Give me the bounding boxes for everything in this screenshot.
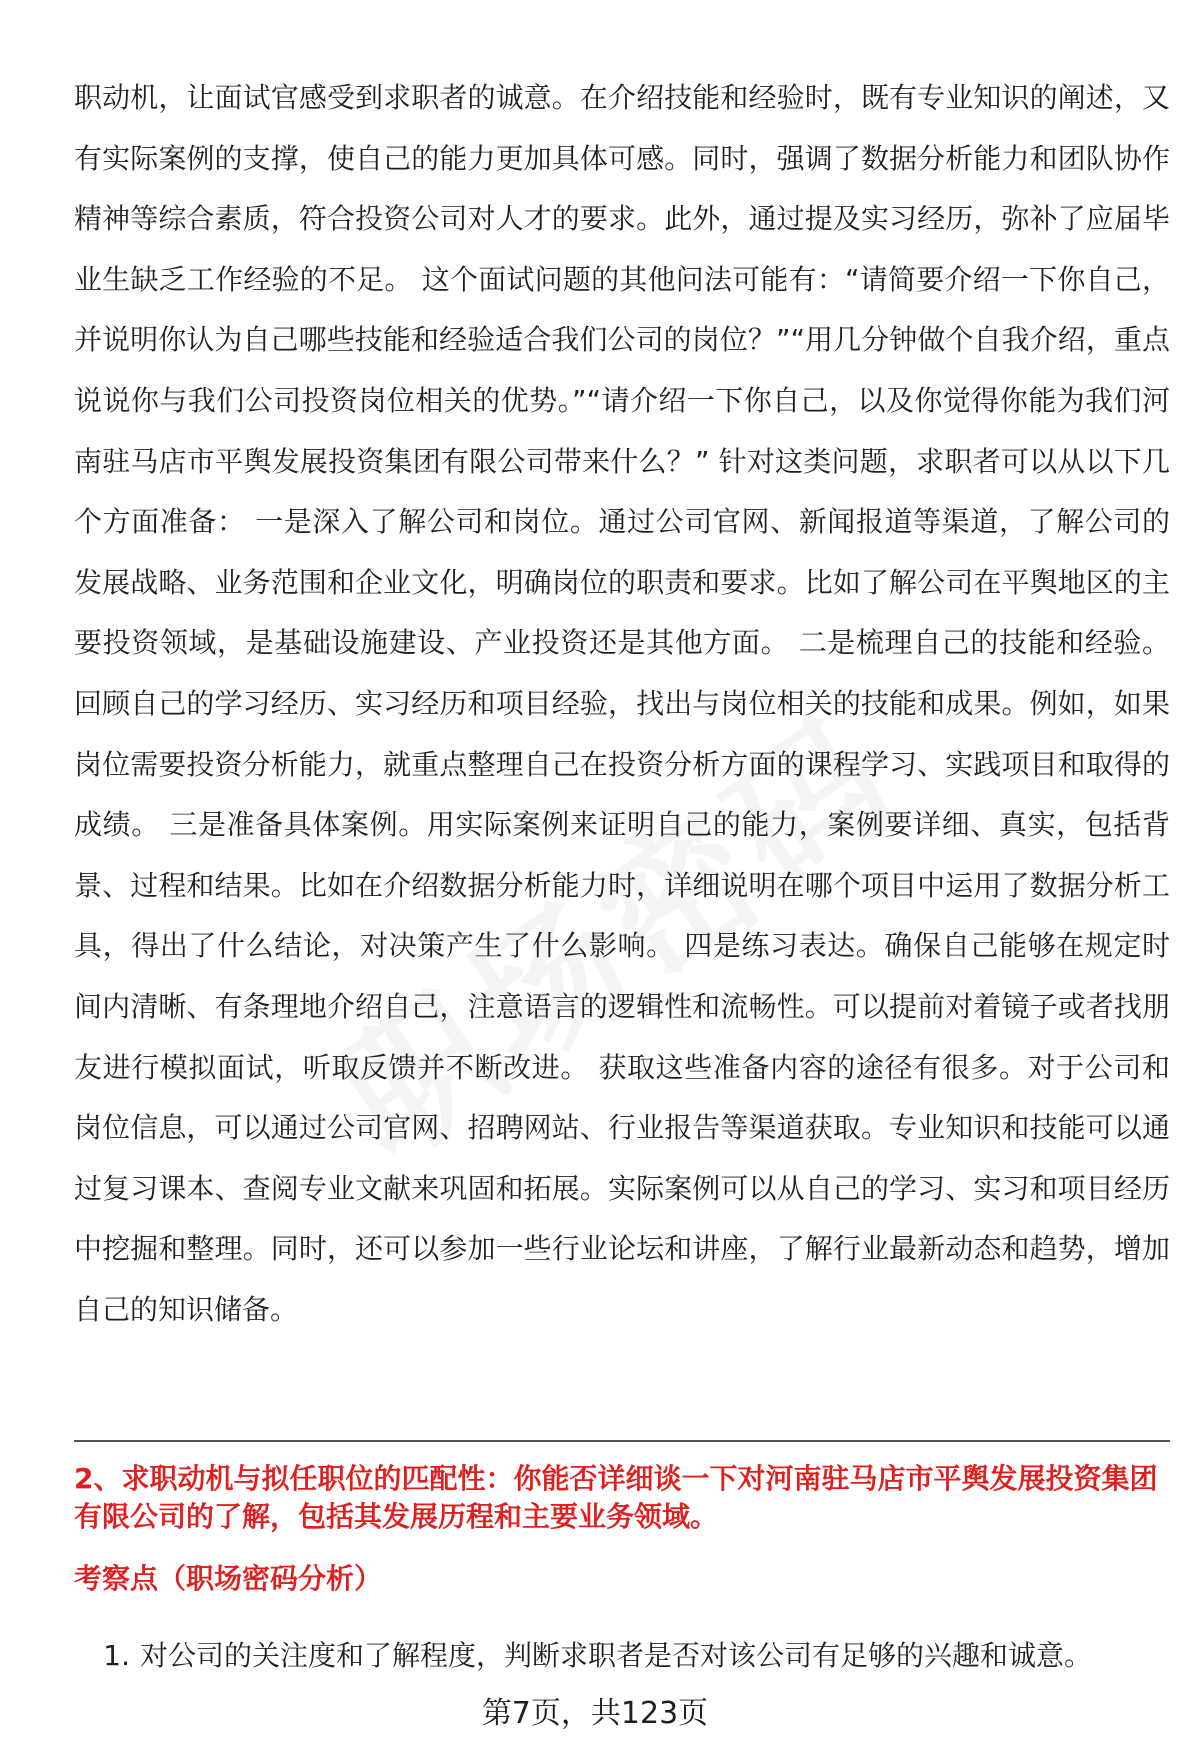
page-number: 第7页，共123页 [481,1696,709,1731]
body-paragraph: 职动机，让面试官感受到求职者的诚意。在介绍技能和经验时，既有专业知识的阐述，又有实际案例的支撑，使自己的能力更加具体可感。同时，强调了数据分析能力和团队协作精神等综合素质，符合投资公司对人才的要求。此外，通过提及实习经历，弥补了应届毕业生缺乏工作经验的不足。 这个面试问题的其他问法可能有：“请简要介绍一下你自己，并说明你认为自己哪些技能和经验适合我们公司的岗位？”“用几分钟做个自我介绍，重点说说你与我们公司投资岗位相关的优势。”“请介绍一下你自己，以及你觉得你能为我们河南驻马店市平舆发展投资集团有限公司带来什么？” 针对这类问题，求职者可以从以下几个方面准备： 一是深入了解公司和岗位。通过公司官网、新闻报道等渠道，了解公司的发展战略、业务范围和企业文化，明确岗位的职责和要求。比如了解公司在平舆地区的主要投资领域，是基础设施建设、产业投资还是其他方面。 二是梳理自己的技能和经验。回顾自己的学习经历、实习经历和项目经验，找出与岗位相关的技能和成果。例如，如果岗位需要投资分析能力，就重点整理自己在投资分析方面的课程学习、实践项目和取得的成绩。 三是准备具体案例。用实际案例来证明自己的能力，案例要详细、真实，包括背景、过程和结果。比如在介绍数据分析能力时，详细说明在哪个项目中运用了数据分析工具，得出了什么结论，对决策产生了什么影响。 四是练习表达。确保自己能够在规定时间内清晰、有条理地介绍自己，注意语言的逻辑性和流畅性。可以提前对着镜子或者找朋友进行模拟面试，听取反馈并不断改进。 获取这些准备内容的途径有很多。对于公司和岗位信息，可以通过公司官网、招聘网站、行业报告等渠道获取。专业知识和技能可以通过复习课本、查阅专业文献来巩固和拓展。实际案例可以从自己的学习、实习和项目经历中挖掘和整理。同时，还可以参加一些行业论坛和讲座，了解行业最新动态和趋势，增加自己的知识储备。 [74,81,1170,1326]
section-divider [74,1440,1170,1442]
list-item [74,1636,1170,1676]
section-title: 考察点（职场密码分析） [74,1562,383,1595]
question-heading: 2、求职动机与拟任职位的匹配性：你能否详细谈一下对河南驻马店市平舆发展投资集团有限公司的了解，包括其发展历程和主要业务领域。 [74,1462,1158,1533]
points-list [74,1636,1170,1676]
list-number: 1. [103,1639,130,1672]
list-text: 对公司的关注度和了解程度，判断求职者是否对该公司有足够的兴趣和诚意。 [140,1639,1093,1672]
